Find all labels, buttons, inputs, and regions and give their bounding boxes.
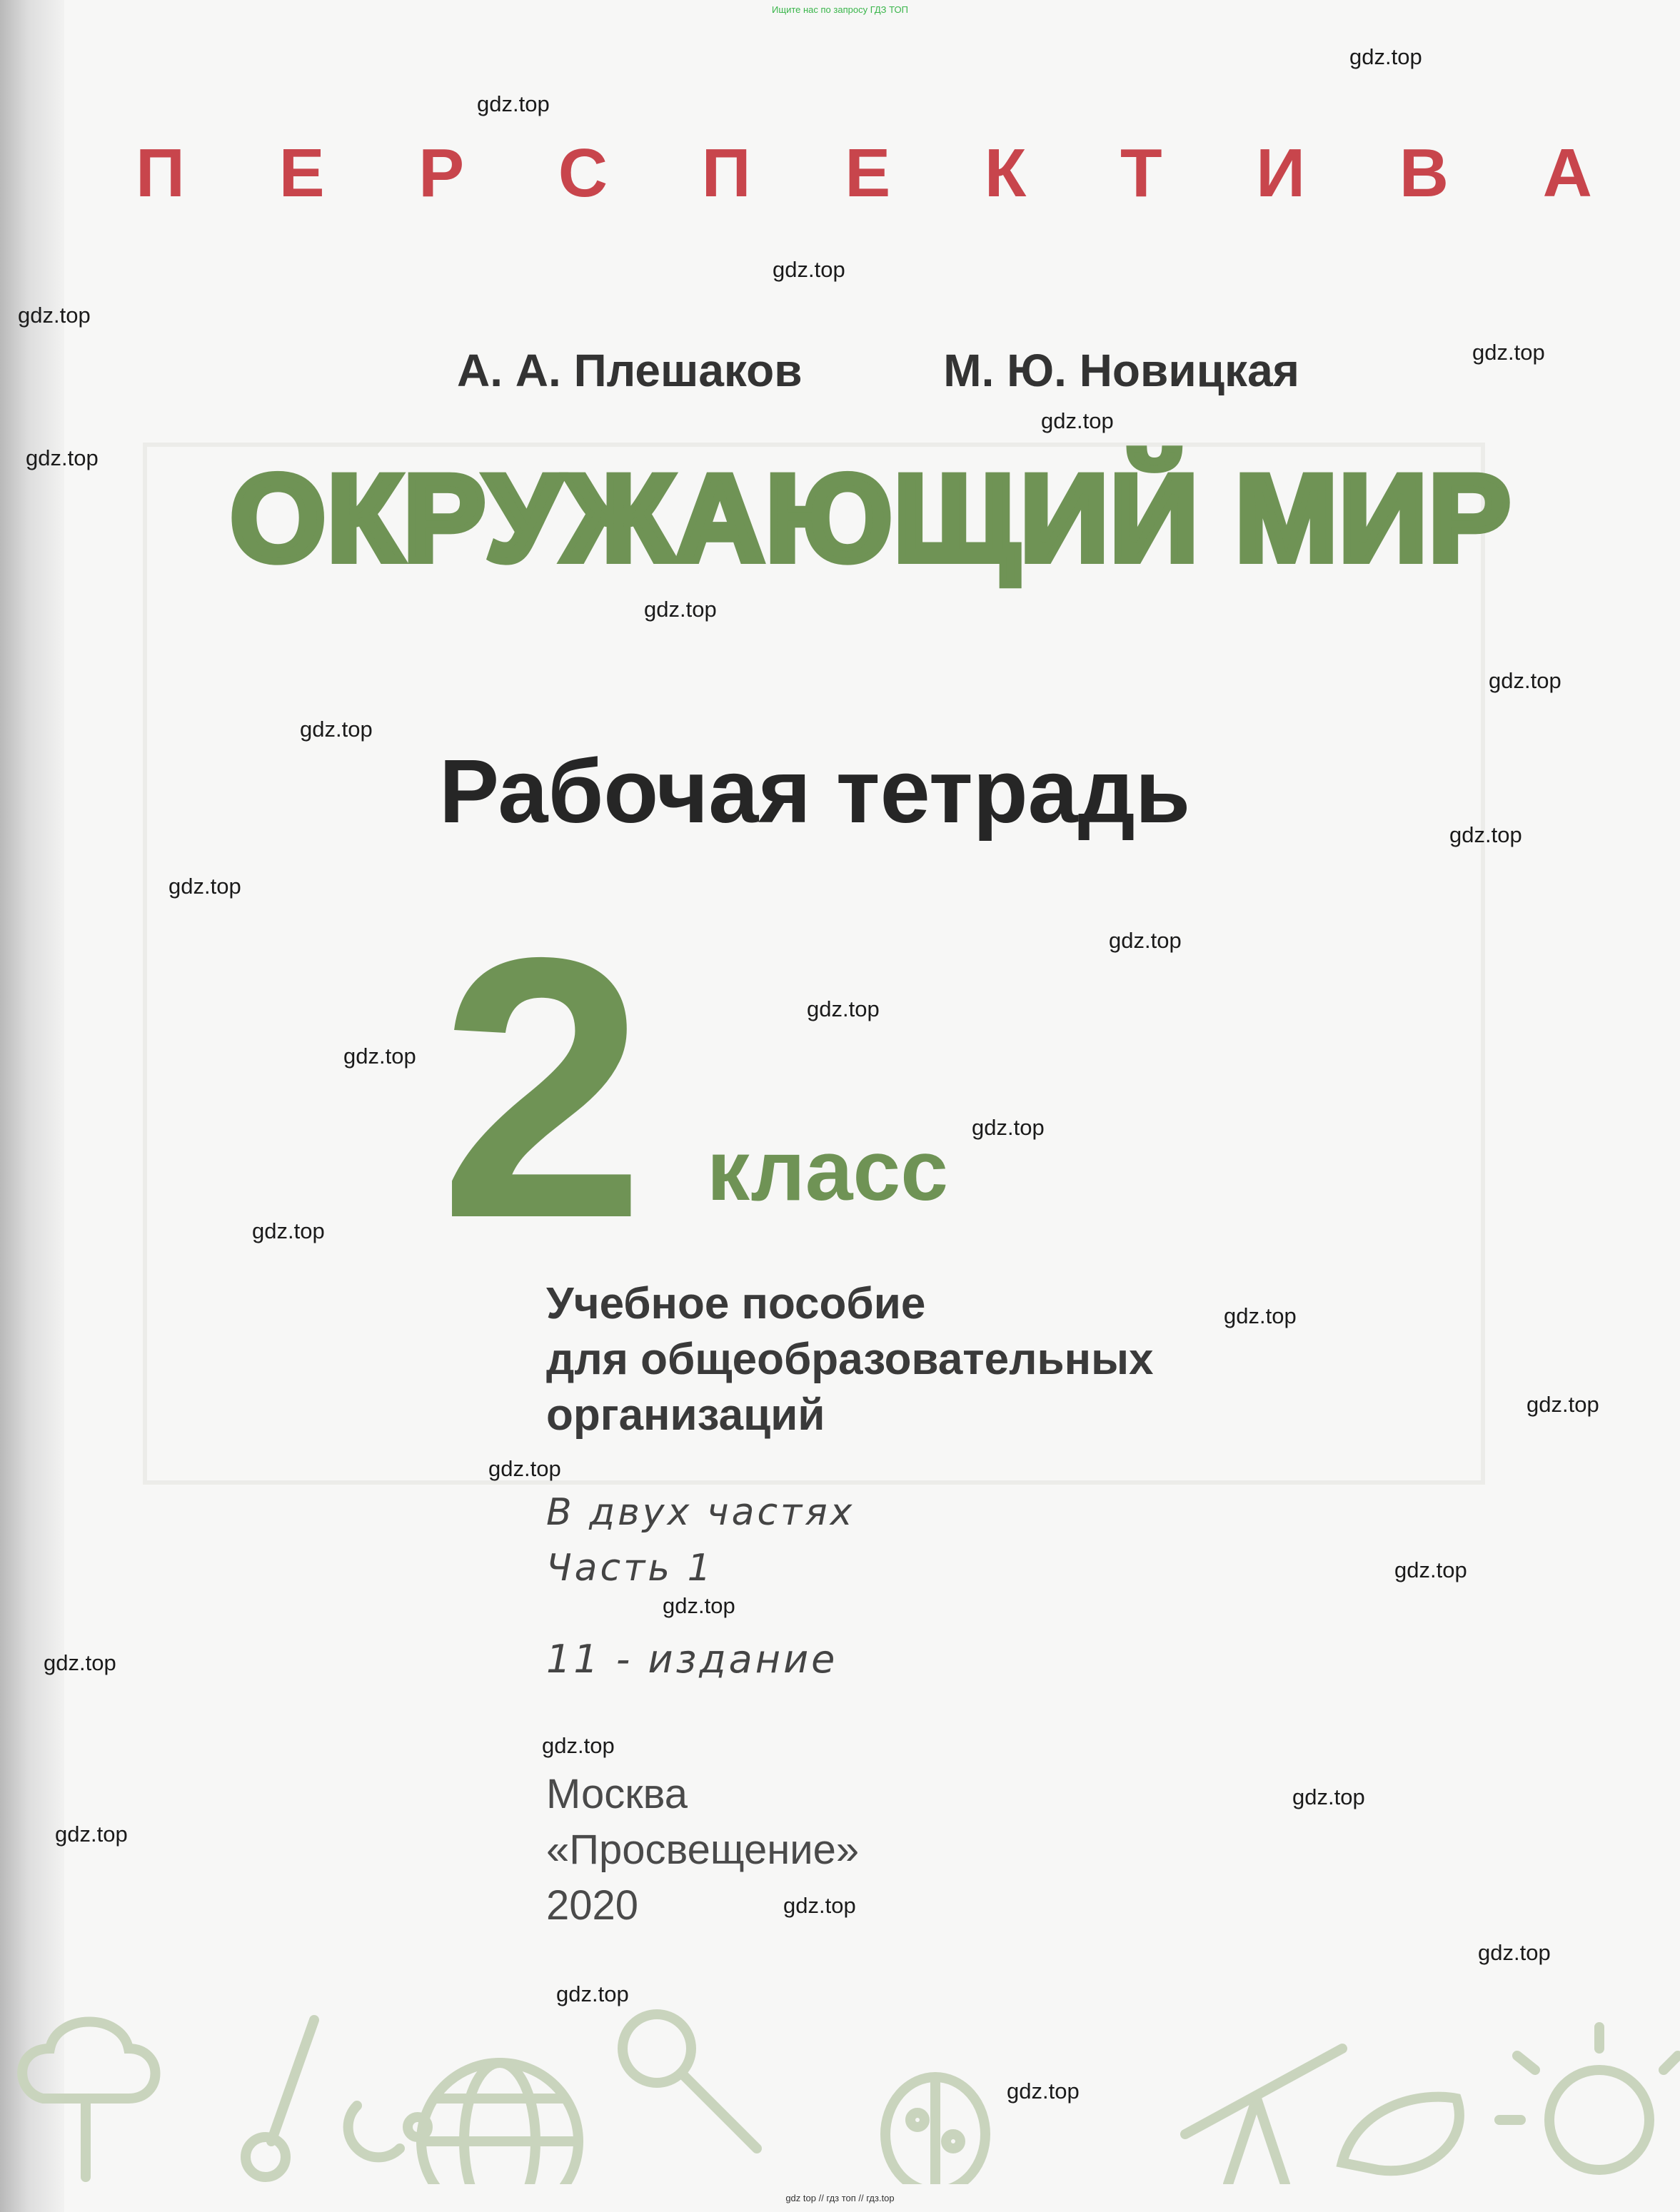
description-line: Учебное пособие [546,1279,926,1328]
series-letter: В [1399,135,1449,211]
watermark: gdz.top [1349,44,1422,69]
volume-line: Часть 1 [546,1547,714,1590]
watermark: gdz.top [488,1456,561,1481]
watermark: gdz.top [477,91,550,116]
grade-number: 2 [439,881,646,1296]
watermark: gdz.top [1489,668,1561,693]
watermark: gdz.top [1292,1784,1365,1809]
watermark: gdz.top [1224,1303,1297,1328]
book-title: ОКРУЖАЮЩИЙ МИР [230,450,1512,587]
book-spine-shadow [0,0,64,2212]
watermark: gdz.top [1007,2079,1080,2104]
description-line: организаций [546,1390,825,1440]
telescope-icon [1185,2049,1342,2184]
tree-icon [22,2022,155,2178]
volume-info [546,1485,855,1596]
watermark: gdz.top [1449,822,1522,847]
publisher-city: Москва [546,1771,688,1817]
series-letter: И [1256,135,1306,211]
sun-icon [1499,2027,1678,2170]
series-letter: П [701,135,751,211]
series-letter: К [984,135,1027,211]
thermometer-icon [246,2020,314,2177]
watermark: gdz.top [1478,1940,1551,1965]
watermark: gdz.top [1041,408,1114,433]
series-letter: Т [1120,135,1162,211]
watermark: gdz.top [773,257,845,282]
watermark: gdz.top [252,1218,325,1243]
watermark: gdz.top [644,597,717,622]
watermark: gdz.top [783,1893,856,1918]
ladybug-icon [885,2077,985,2184]
series-name [136,135,1592,211]
series-letter: А [1542,135,1592,211]
series-letter: Е [278,135,325,211]
watermark: gdz.top [18,303,91,328]
watermark: gdz.top [1394,1557,1467,1582]
grade-label: класс [707,1123,948,1218]
magnifier-icon [623,2014,757,2148]
footer-note[interactable]: gdz top // гдз топ // гдз.top [785,2193,895,2203]
publish-year: 2020 [546,1882,639,1929]
edition-label: 11 - издание [546,1637,838,1682]
series-letter: Р [418,135,465,211]
watermark: gdz.top [343,1044,416,1069]
author-name: М. Ю. Новицкая [943,345,1299,396]
watermark: gdz.top [300,717,373,742]
series-letter: Е [845,135,891,211]
book-description [546,1276,1154,1443]
series-letter: П [136,135,185,211]
header-note[interactable]: Ищите нас по запросу ГДЗ ТОП [772,4,908,15]
watermark: gdz.top [55,1822,128,1847]
watermark: gdz.top [26,445,99,470]
watermark: gdz.top [168,874,241,899]
leaf-icon [1342,2097,1459,2171]
watermark: gdz.top [1526,1392,1599,1417]
watermark: gdz.top [1472,340,1545,365]
watermark: gdz.top [663,1593,735,1618]
watermark: gdz.top [542,1733,615,1758]
globe-icon [421,2063,578,2184]
watermark: gdz.top [807,996,880,1021]
watermark: gdz.top [972,1115,1045,1140]
book-subtitle: Рабочая тетрадь [439,741,1191,842]
decorative-icon-row [0,1999,1680,2184]
volume-line: В двух частях [546,1491,855,1534]
series-letter: С [558,135,608,211]
watermark: gdz.top [556,1981,629,2006]
authors [457,344,1299,397]
watermark: gdz.top [1109,928,1182,953]
description-line: для общеобразовательных [546,1335,1154,1384]
publisher-name: «Просвещение» [546,1827,860,1873]
magnet-icon [348,2106,428,2157]
watermark: gdz.top [44,1650,116,1675]
author-name: А. А. Плешаков [457,345,803,396]
